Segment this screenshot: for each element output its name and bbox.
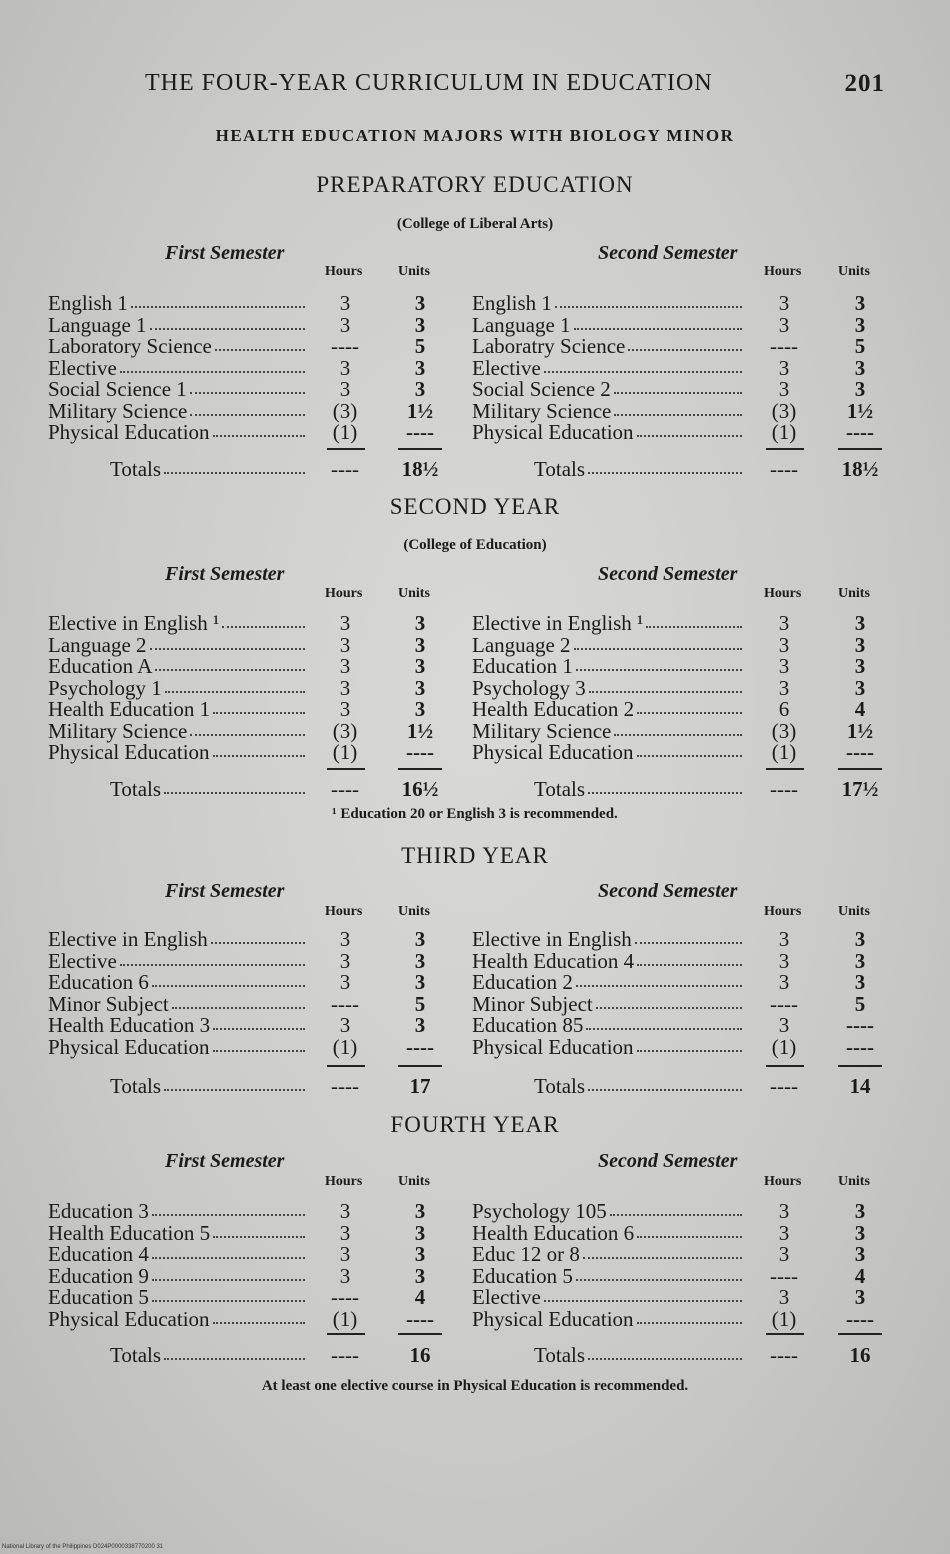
totals-hours: ---- [770, 1074, 798, 1098]
hours-column-header: Hours [764, 264, 802, 279]
course-name: Elective [48, 355, 117, 380]
course-units: 3 [414, 1013, 426, 1037]
course-name: Education 5 [472, 1263, 573, 1288]
course-name: Social Science 2 [472, 377, 611, 401]
totals-label: Totals [110, 1343, 162, 1367]
first-semester-title: First Semester [165, 1150, 285, 1172]
dot-leader [610, 1214, 742, 1216]
units-column-header: Units [838, 1174, 870, 1189]
course-name: Education 2 [472, 970, 573, 994]
dot-leader [614, 392, 742, 394]
second-semester-title: Second Semester [598, 880, 738, 902]
course-row [0, 612, 950, 634]
section-heading: HEALTH EDUCATION MAJORS WITH BIOLOGY MINOR [215, 126, 735, 145]
course-name: Military Science [472, 398, 612, 423]
course-hours: 3 [339, 1263, 351, 1288]
units-column-header: Units [838, 264, 870, 279]
course-name: Language 2 [48, 632, 147, 657]
course-row [0, 1265, 950, 1287]
course-hours: (1) [332, 740, 358, 764]
course-units: ---- [406, 740, 434, 764]
course-hours: 3 [778, 355, 790, 380]
totals-hours: ---- [770, 1343, 798, 1367]
dot-leader [544, 1300, 742, 1302]
course-row [0, 314, 950, 336]
course-units: 3 [414, 377, 426, 401]
course-name: Elective in English ¹ [48, 611, 220, 635]
course-name: Health Education 6 [472, 1220, 635, 1245]
course-units: ---- [846, 1306, 874, 1331]
dot-leader [614, 734, 742, 736]
course-hours: ---- [331, 991, 359, 1016]
dot-leader [628, 349, 742, 351]
course-row [0, 993, 950, 1015]
course-name: English 1 [48, 291, 128, 315]
course-name: Health Education 1 [48, 697, 211, 721]
totals-row [0, 1344, 950, 1366]
course-name: Education 5 [48, 1285, 149, 1309]
course-units: 1½ [846, 398, 874, 423]
course-hours: 3 [339, 355, 351, 380]
dot-leader [635, 942, 742, 944]
totals-label: Totals [110, 457, 162, 481]
course-hours: 3 [339, 927, 351, 951]
course-hours: 3 [339, 1199, 351, 1223]
units-total-rule [398, 1065, 442, 1067]
course-hours: 3 [778, 1242, 790, 1266]
units-total-rule [838, 1065, 882, 1067]
first-semester-title: First Semester [165, 880, 285, 902]
course-units: 3 [854, 1220, 866, 1245]
hours-total-rule [327, 1333, 365, 1335]
course-units: 3 [854, 927, 866, 951]
scan-credit: National Library of the Philippines D024P0000338770200 31 [2, 1544, 164, 1550]
course-hours: 3 [339, 377, 351, 401]
hours-total-rule [766, 1333, 804, 1335]
course-units: 4 [414, 1285, 426, 1309]
course-units: 3 [854, 1242, 866, 1266]
course-units: 3 [854, 1199, 866, 1223]
course-hours: 3 [339, 611, 351, 635]
course-units: 4 [854, 697, 866, 721]
course-units: 3 [414, 1220, 426, 1245]
course-hours: 3 [778, 675, 790, 700]
course-hours: 3 [778, 1285, 790, 1309]
course-row [0, 400, 950, 422]
course-units: 3 [414, 632, 426, 657]
units-total-rule [398, 1333, 442, 1335]
course-hours: (3) [771, 398, 797, 423]
footnote: At least one elective course in Physical Education is recommended. [261, 1378, 689, 1394]
course-name: Education 3 [48, 1199, 149, 1223]
course-units: 1½ [406, 718, 434, 743]
course-name: Physical Education [48, 420, 210, 444]
dot-leader [583, 1257, 742, 1259]
units-column-header: Units [398, 264, 430, 279]
course-hours: 3 [339, 632, 351, 657]
second-semester-title: Second Semester [598, 563, 738, 585]
course-units: ---- [846, 420, 874, 444]
first-semester-title: First Semester [165, 242, 285, 264]
course-name: Elective [472, 1285, 541, 1309]
running-title: THE FOUR-YEAR CURRICULUM IN EDUCATION [145, 70, 713, 96]
course-row [0, 421, 950, 443]
hours-total-rule [327, 1065, 365, 1067]
course-units: ---- [406, 1034, 434, 1059]
course-name: Military Science [472, 718, 612, 743]
course-hours: 3 [778, 377, 790, 401]
course-units: 3 [414, 355, 426, 380]
course-units: 3 [414, 291, 426, 315]
course-units: 3 [854, 948, 866, 973]
course-name: Military Science [48, 718, 188, 743]
course-row [0, 1200, 950, 1222]
course-row [0, 971, 950, 993]
totals-label: Totals [110, 777, 162, 801]
totals-hours: ---- [331, 1343, 359, 1367]
course-name: Elective [472, 355, 541, 380]
course-hours: 3 [339, 1242, 351, 1266]
course-units: ---- [846, 1013, 874, 1037]
dot-leader [576, 1279, 742, 1281]
totals-units: 14 [849, 1074, 871, 1098]
course-name: Elective in English [472, 927, 632, 951]
course-name: English 1 [472, 291, 552, 315]
course-hours: 3 [339, 948, 351, 973]
course-name: Elective in English ¹ [472, 611, 644, 635]
course-hours: 3 [339, 654, 351, 678]
year-title: PREPARATORY EDUCATION [316, 172, 634, 197]
course-row [0, 1243, 950, 1265]
totals-units: 17½ [841, 777, 879, 801]
dot-leader [596, 1007, 742, 1009]
totals-row [0, 458, 950, 480]
units-total-rule [398, 448, 442, 450]
units-total-rule [838, 768, 882, 770]
course-units: 4 [854, 1263, 866, 1288]
course-row [0, 292, 950, 314]
course-row [0, 335, 950, 357]
course-row [0, 634, 950, 656]
course-units: ---- [406, 420, 434, 444]
course-name: Social Science 1 [48, 377, 187, 401]
course-hours: 6 [778, 697, 790, 721]
hours-total-rule [327, 448, 365, 450]
course-name: Educ 12 or 8 [472, 1242, 580, 1266]
totals-units: 16 [849, 1343, 871, 1367]
course-units: 3 [854, 312, 866, 337]
course-units: 3 [414, 1263, 426, 1288]
course-name: Education A [48, 654, 153, 678]
dot-leader [588, 1358, 742, 1360]
course-hours: 3 [778, 611, 790, 635]
course-hours: (1) [332, 420, 358, 444]
course-name: Laboratory Science [48, 334, 212, 358]
course-hours: 3 [778, 927, 790, 951]
units-column-header: Units [838, 904, 870, 919]
course-row [0, 1222, 950, 1244]
course-name: Education 6 [48, 970, 149, 994]
course-name: Physical Education [472, 1306, 634, 1331]
hours-column-header: Hours [325, 904, 363, 919]
page-number: 201 [844, 70, 885, 97]
course-hours: 3 [778, 654, 790, 678]
dot-leader [555, 306, 742, 308]
hours-column-header: Hours [764, 904, 802, 919]
totals-label: Totals [534, 777, 586, 801]
course-hours: ---- [770, 991, 798, 1016]
units-column-header: Units [838, 586, 870, 601]
course-units: 3 [414, 1242, 426, 1266]
course-row [0, 378, 950, 400]
course-hours: 3 [778, 1199, 790, 1223]
course-hours: 3 [339, 1013, 351, 1037]
course-units: ---- [846, 1034, 874, 1059]
totals-units: 16 [409, 1343, 431, 1367]
dot-leader [637, 1050, 742, 1052]
course-name: Minor Subject [472, 991, 593, 1016]
course-hours: 3 [339, 1220, 351, 1245]
totals-units: 18½ [841, 457, 879, 481]
course-name: Health Education 2 [472, 697, 635, 721]
course-name: Physical Education [48, 1306, 210, 1331]
course-hours: 3 [339, 970, 351, 994]
course-units: 3 [854, 675, 866, 700]
course-hours: (1) [332, 1306, 358, 1331]
course-hours: ---- [770, 334, 798, 358]
year-title: THIRD YEAR [401, 843, 549, 868]
course-name: Psychology 1 [48, 675, 162, 700]
totals-row [0, 778, 950, 800]
totals-units: 17 [409, 1074, 431, 1098]
course-units: 5 [414, 334, 426, 358]
course-name: Laboratry Science [472, 334, 626, 358]
course-name: Education 9 [48, 1263, 149, 1288]
totals-hours: ---- [331, 457, 359, 481]
units-column-header: Units [398, 904, 430, 919]
totals-hours: ---- [331, 777, 359, 801]
hours-column-header: Hours [325, 586, 363, 601]
dot-leader [614, 414, 742, 416]
course-row [0, 655, 950, 677]
course-hours: ---- [331, 334, 359, 358]
totals-hours: ---- [331, 1074, 359, 1098]
totals-label: Totals [534, 1074, 586, 1098]
college-label: (College of Education) [403, 537, 547, 553]
dot-leader [637, 964, 742, 966]
course-hours: (1) [332, 1034, 358, 1059]
course-hours: 3 [778, 1013, 790, 1037]
dot-leader [646, 626, 742, 628]
course-hours: (1) [771, 420, 797, 444]
course-name: Health Education 4 [472, 948, 635, 973]
course-name: Physical Education [472, 740, 634, 764]
course-units: 1½ [406, 398, 434, 423]
course-row [0, 950, 950, 972]
dot-leader [588, 1089, 742, 1091]
course-hours: 3 [339, 312, 351, 337]
course-row [0, 677, 950, 699]
first-semester-title: First Semester [165, 563, 285, 585]
course-name: Psychology 105 [472, 1199, 607, 1223]
course-units: 3 [414, 948, 426, 973]
course-hours: 3 [778, 1220, 790, 1245]
course-units: 3 [414, 970, 426, 994]
year-title: SECOND YEAR [389, 494, 561, 519]
footnote: ¹ Education 20 or English 3 is recommended. [332, 806, 618, 822]
course-name: Physical Education [48, 740, 210, 764]
course-name: Elective [48, 948, 117, 973]
course-name: Language 1 [472, 312, 571, 337]
course-hours: 3 [778, 312, 790, 337]
course-row [0, 1286, 950, 1308]
second-semester-title: Second Semester [598, 242, 738, 264]
dot-leader [586, 1028, 742, 1030]
course-units: 1½ [846, 718, 874, 743]
course-units: 3 [414, 1199, 426, 1223]
course-units: 3 [854, 377, 866, 401]
course-units: 3 [414, 927, 426, 951]
dot-leader [589, 691, 742, 693]
course-units: 3 [414, 697, 426, 721]
totals-hours: ---- [770, 457, 798, 481]
totals-label: Totals [534, 1343, 586, 1367]
course-name: Psychology 3 [472, 675, 586, 700]
course-units: 5 [854, 991, 866, 1016]
course-name: Military Science [48, 398, 188, 423]
course-row [0, 720, 950, 742]
hours-column-header: Hours [325, 264, 363, 279]
course-name: Elective in English [48, 927, 208, 951]
course-units: 5 [854, 334, 866, 358]
hours-total-rule [766, 1065, 804, 1067]
dot-leader [574, 328, 742, 330]
course-name: Physical Education [472, 420, 634, 444]
course-units: 3 [414, 312, 426, 337]
totals-row [0, 1075, 950, 1097]
course-units: 3 [854, 355, 866, 380]
course-row [0, 741, 950, 763]
year-title: FOURTH YEAR [390, 1112, 560, 1137]
course-hours: (3) [332, 398, 358, 423]
totals-hours: ---- [770, 777, 798, 801]
hours-total-rule [327, 768, 365, 770]
totals-units: 16½ [401, 777, 439, 801]
course-name: Health Education 3 [48, 1013, 211, 1037]
course-hours: 3 [339, 675, 351, 700]
college-label: (College of Liberal Arts) [396, 216, 554, 232]
course-name: Education 4 [48, 1242, 149, 1266]
totals-label: Totals [110, 1074, 162, 1098]
course-hours: (1) [771, 1034, 797, 1059]
course-units: 3 [854, 291, 866, 315]
totals-units: 18½ [401, 457, 439, 481]
course-units: 3 [854, 611, 866, 635]
course-hours: (1) [771, 1306, 797, 1331]
second-semester-title: Second Semester [598, 1150, 738, 1172]
dot-leader [637, 1322, 742, 1324]
course-row [0, 1014, 950, 1036]
course-hours: (3) [771, 718, 797, 743]
hours-column-header: Hours [764, 586, 802, 601]
course-hours: 3 [778, 291, 790, 315]
course-name: Language 1 [48, 312, 147, 337]
totals-label: Totals [534, 457, 586, 481]
course-name: Health Education 5 [48, 1220, 211, 1245]
course-row [0, 357, 950, 379]
units-column-header: Units [398, 586, 430, 601]
dot-leader [588, 472, 742, 474]
course-name: Education 1 [472, 654, 573, 678]
course-name: Language 2 [472, 632, 571, 657]
units-column-header: Units [398, 1174, 430, 1189]
course-name: Physical Education [48, 1034, 210, 1059]
course-row [0, 928, 950, 950]
course-hours: 3 [339, 697, 351, 721]
course-hours: (3) [332, 718, 358, 743]
dot-leader [637, 1236, 742, 1238]
course-name: Education 85 [472, 1013, 584, 1037]
course-units: 3 [854, 632, 866, 657]
units-total-rule [838, 448, 882, 450]
hours-total-rule [766, 768, 804, 770]
course-row [0, 698, 950, 720]
dot-leader [637, 755, 742, 757]
running-head [145, 70, 885, 97]
hours-total-rule [766, 448, 804, 450]
dot-leader [574, 648, 742, 650]
course-units: 3 [414, 675, 426, 700]
dot-leader [576, 985, 742, 987]
course-hours: ---- [331, 1285, 359, 1309]
course-row [0, 1308, 950, 1330]
course-units: 3 [854, 654, 866, 678]
course-hours: 3 [778, 632, 790, 657]
dot-leader [544, 371, 742, 373]
course-hours: 3 [339, 291, 351, 315]
course-name: Physical Education [472, 1034, 634, 1059]
course-name: Minor Subject [48, 991, 169, 1016]
course-units: ---- [846, 740, 874, 764]
course-hours: 3 [778, 970, 790, 994]
course-hours: ---- [770, 1263, 798, 1288]
dot-leader [637, 712, 742, 714]
course-hours: (1) [771, 740, 797, 764]
dot-leader [588, 792, 742, 794]
course-hours: 3 [778, 948, 790, 973]
hours-column-header: Hours [325, 1174, 363, 1189]
dot-leader [576, 669, 742, 671]
course-units: 3 [414, 611, 426, 635]
units-total-rule [838, 1333, 882, 1335]
course-units: 3 [854, 970, 866, 994]
course-units: 3 [414, 654, 426, 678]
course-units: 5 [414, 991, 426, 1016]
units-total-rule [398, 768, 442, 770]
course-units: 3 [854, 1285, 866, 1309]
course-units: ---- [406, 1306, 434, 1331]
hours-column-header: Hours [764, 1174, 802, 1189]
course-row [0, 1036, 950, 1058]
dot-leader [637, 435, 742, 437]
